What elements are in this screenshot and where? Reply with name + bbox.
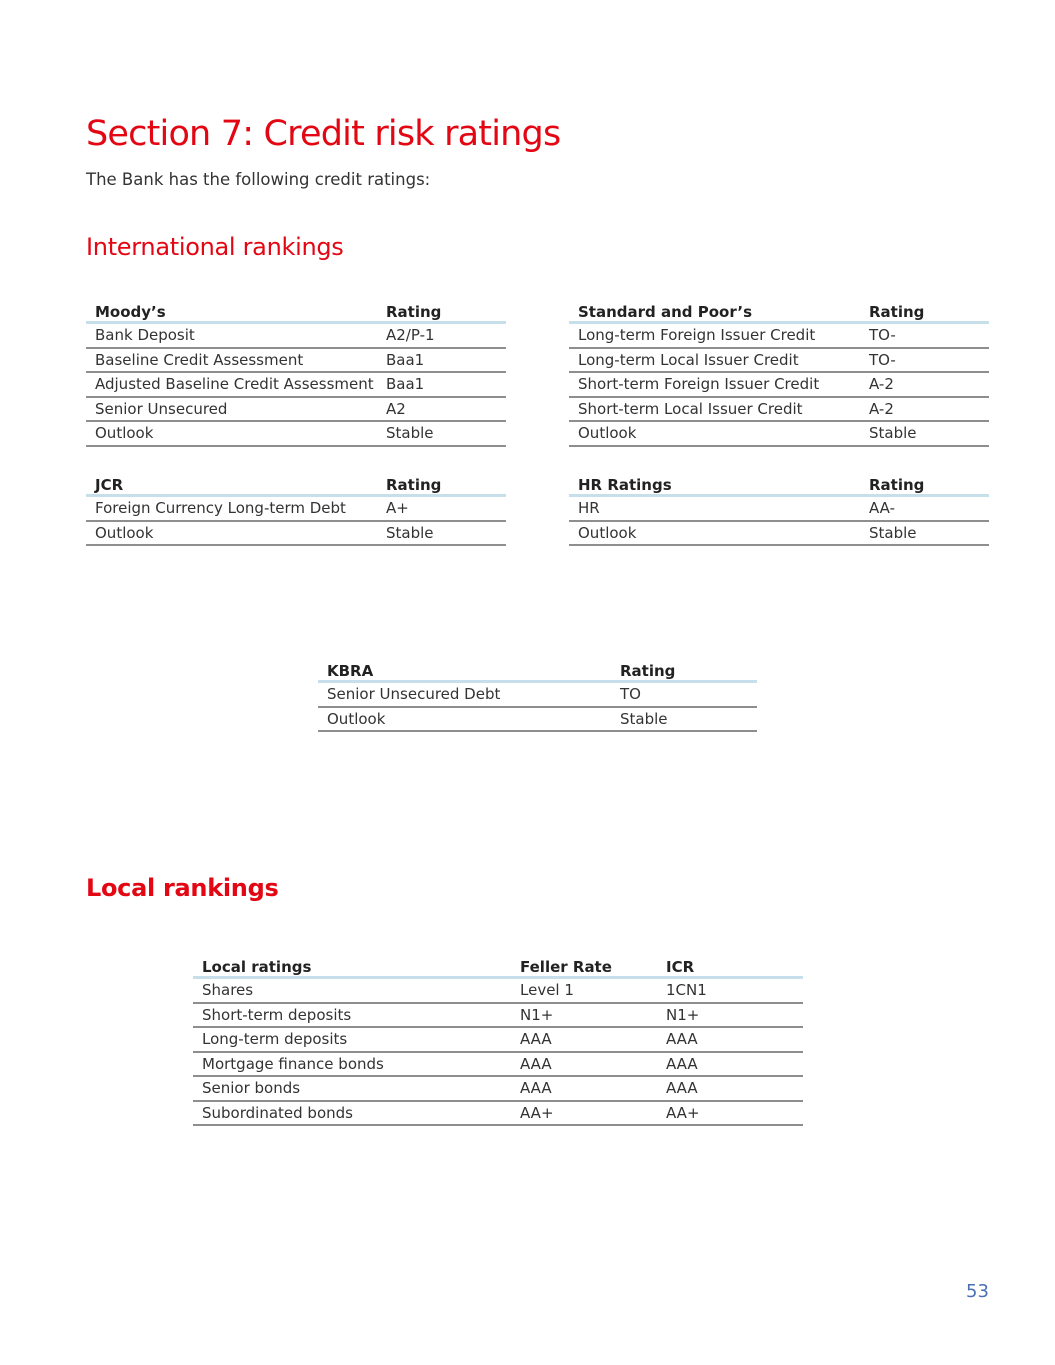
table-row [86,348,506,373]
rating-value: A-2 [860,397,989,422]
column-header: Rating [377,471,506,496]
rating-value: AAA [657,1076,803,1101]
rating-value: N1+ [511,1003,657,1028]
rating-value: Baa1 [377,348,506,373]
table-row [569,372,989,397]
table-row [318,707,757,732]
international-rankings-heading: International rankings [86,233,344,261]
rating-value: A-2 [860,372,989,397]
rating-value: Stable [377,421,506,446]
rating-value: TO- [860,348,989,373]
row-label: Long-term deposits [193,1027,511,1052]
row-label: Baseline Credit Assessment [86,348,377,373]
table-row [86,421,506,446]
row-label: Long-term Foreign Issuer Credit [569,323,860,348]
rating-value: Stable [611,707,757,732]
row-label: Outlook [86,421,377,446]
row-label: Senior Unsecured [86,397,377,422]
table-row [569,323,989,348]
rating-value: Stable [377,521,506,546]
table-header-row [86,298,506,323]
rating-value: Stable [860,421,989,446]
rating-value: AA+ [511,1101,657,1126]
row-label: Short-term Foreign Issuer Credit [569,372,860,397]
rating-value: TO [611,682,757,707]
kbra-table [318,657,757,732]
table-row [193,1003,803,1028]
table-row [318,682,757,707]
rating-value: N1+ [657,1003,803,1028]
page-title: Section 7: Credit risk ratings [86,114,561,154]
column-header: Local ratings [193,953,511,978]
rating-value: AAA [511,1076,657,1101]
column-header: Rating [377,298,506,323]
moodys-table [86,298,506,447]
row-label: Outlook [569,421,860,446]
row-label: Outlook [86,521,377,546]
row-label: Subordinated bonds [193,1101,511,1126]
table-header-row [569,298,989,323]
hr-table [569,471,989,546]
local-ratings-table [193,953,803,1126]
rating-value: AA+ [657,1101,803,1126]
column-header: Rating [860,471,989,496]
column-header: ICR [657,953,803,978]
table-header-row [318,657,757,682]
column-header: Feller Rate [511,953,657,978]
column-header: KBRA [318,657,611,682]
table-row [569,421,989,446]
row-label: Outlook [569,521,860,546]
rating-value: AAA [657,1027,803,1052]
table-row [569,397,989,422]
column-header: Rating [611,657,757,682]
rating-value: 1CN1 [657,978,803,1003]
row-label: Mortgage finance bonds [193,1052,511,1077]
rating-value: A2 [377,397,506,422]
rating-value: AAA [511,1052,657,1077]
table-header-row [86,471,506,496]
table-row [193,1027,803,1052]
row-label: Short-term Local Issuer Credit [569,397,860,422]
table-row [86,323,506,348]
jcr-table [86,471,506,546]
row-label: Bank Deposit [86,323,377,348]
table-header-row [193,953,803,978]
rating-value: A+ [377,496,506,521]
rating-value: TO- [860,323,989,348]
row-label: Senior Unsecured Debt [318,682,611,707]
intro-text: The Bank has the following credit ratings: [86,170,431,189]
table-row [86,496,506,521]
row-label: Short-term deposits [193,1003,511,1028]
table-row [193,1101,803,1126]
column-header: HR Ratings [569,471,860,496]
row-label: HR [569,496,860,521]
table-header-row [569,471,989,496]
rating-value: Baa1 [377,372,506,397]
table-row [86,397,506,422]
sp-table [569,298,989,447]
column-header: Standard and Poor’s [569,298,860,323]
table-row [569,496,989,521]
rating-value: A2/P-1 [377,323,506,348]
page-number: 53 [966,1281,989,1302]
local-rankings-heading: Local rankings [86,874,279,902]
row-label: Foreign Currency Long-term Debt [86,496,377,521]
table-row [86,521,506,546]
rating-value: Stable [860,521,989,546]
row-label: Shares [193,978,511,1003]
table-row [193,1076,803,1101]
row-label: Outlook [318,707,611,732]
row-label: Adjusted Baseline Credit Assessment [86,372,377,397]
column-header: JCR [86,471,377,496]
rating-value: AAA [657,1052,803,1077]
rating-value: Level 1 [511,978,657,1003]
table-row [86,372,506,397]
rating-value: AAA [511,1027,657,1052]
table-row [569,348,989,373]
rating-value: AA- [860,496,989,521]
table-row [193,978,803,1003]
table-row [569,521,989,546]
row-label: Long-term Local Issuer Credit [569,348,860,373]
table-row [193,1052,803,1077]
row-label: Senior bonds [193,1076,511,1101]
column-header: Rating [860,298,989,323]
column-header: Moody’s [86,298,377,323]
